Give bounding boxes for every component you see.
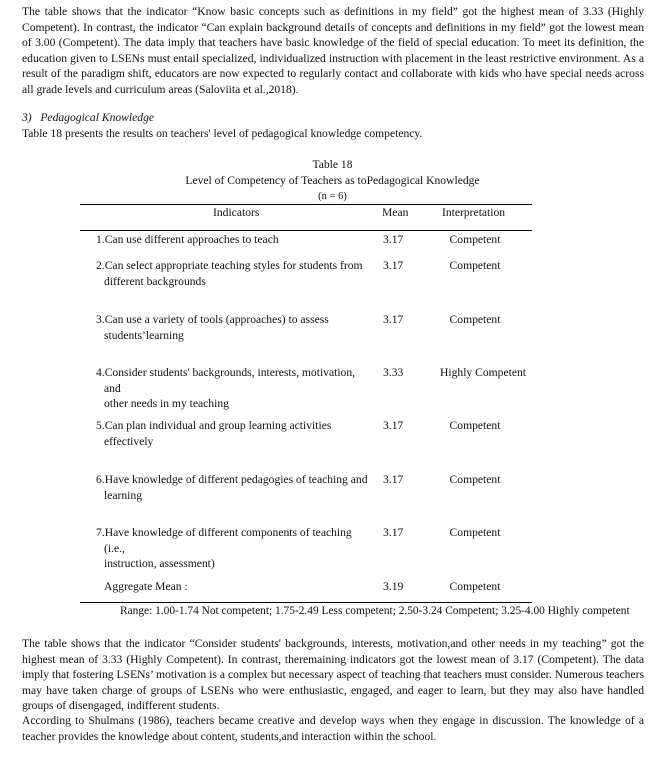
table-top-rule [80,204,532,205]
interpretation-cell: Competent [449,259,501,272]
aggregate-label: Aggregate Mean : [104,580,188,593]
table-intro: Table 18 presents the results on teachers' level of pedagogical knowledge competency. [22,127,423,140]
table-caption: Level of Competency of Teachers as toPedagogical Knowledge [185,174,480,187]
table-number: Table 18 [312,158,353,171]
indicator-cell [96,312,376,343]
indicator-line: other needs in my teaching [104,397,229,410]
interpretation-cell: Competent [449,526,501,539]
paragraph-2: The table shows that the indicator “Consider students' backgrounds, interests, motivation,and other needs in my teaching” got the highest mean of 3.33 (Highly Competent). In contrast, theremaining indicators got the lowest mean of 3.17 (Competent). The data imply that fostering LSENs’ motivation is a complex but necessary aspect of teaching that teachers must consider. Numerous teachers may have taken charge of groups of LSENs who were enthusiastic, engaged, and eager to learn, but they may also have handled groups of disengaged, indifferent students. [22,637,644,712]
interpretation-cell: Competent [449,233,501,246]
mean-cell: 3.17 [383,313,404,326]
indicator-line: 5.Can plan individual and group learning activities [96,419,332,432]
table-sample-size: (n = 6) [318,191,347,202]
indicator-line: and [104,381,121,395]
indicator-cell [96,418,376,449]
table-header-rule [80,230,532,231]
mean-cell: 3.17 [383,526,404,539]
indicator-line: 7.Have knowledge of different components of teaching [96,526,352,539]
indicator-line: effectively [104,434,154,448]
header-interpretation: Interpretation [442,206,506,219]
indicator-line: learning [104,488,142,502]
indicator-line: different backgrounds [104,274,206,288]
indicator-line: instruction, assessment) [104,557,215,570]
interpretation-cell: Highly Competent [440,366,526,379]
indicator-cell [96,258,376,289]
mean-cell: 3.17 [383,233,404,246]
indicator-line: 2.Can select appropriate teaching styles for students from [96,259,363,272]
mean-cell: 3.33 [383,366,404,379]
indicator-line: 1.Can use different approaches to teach [96,233,279,246]
aggregate-interpretation: Competent [449,580,501,593]
indicator-cell [96,472,376,503]
indicator-cell [96,365,376,412]
aggregate-label-cell [96,579,376,595]
indicator-cell [96,525,376,572]
paragraph-1: The table shows that the indicator “Know basic concepts such as definitions in my field” got the highest mean of 3.33 (Highly Competent). In contrast, the indicator “Can explain background details of concepts and definitions in my field” got the lowest mean of 3.00 (Competent). The data imply that teachers have basic knowledge of the field of special education. To meet its definition, the education given to LSENs must entail specialized, individualized instruction with placement in the least restrictive environment. As a result of the paradigm shift, educators are now expected to regularly contact and collaborate with kids who have special needs across all grade levels and curriculum areas (Saloviita et al.,2018). [22,5,644,96]
table-bottom-rule [80,602,532,603]
header-mean: Mean [382,206,409,219]
interpretation-cell: Competent [449,473,501,486]
indicator-line: 6.Have knowledge of different pedagogies of teaching and [96,473,368,486]
indicator-cell [96,232,376,248]
interpretation-cell: Competent [449,419,501,432]
mean-cell: 3.17 [383,419,404,432]
aggregate-mean: 3.19 [383,580,404,593]
section-heading: 3) Pedagogical Knowledge [22,111,155,124]
mean-cell: 3.17 [383,259,404,272]
interpretation-cell: Competent [449,313,501,326]
mean-cell: 3.17 [383,473,404,486]
range-note: Range: 1.00-1.74 Not competent; 1.75-2.49 Less competent; 2.50-3.24 Competent; 3.25-4.00 Highly competent [120,605,630,617]
indicator-line: (i.e., [104,541,125,555]
header-indicators: Indicators [213,206,260,219]
paragraph-3: According to Shulmans (1986), teachers became creative and develop ways when they engage in discussion. The knowledge of a teacher provides the knowledge about content, students,and interaction within the school. [22,714,644,743]
indicator-line: students’learning [104,328,184,342]
indicator-line: 4.Consider students' backgrounds, interests, motivation, [96,366,356,379]
indicator-line: 3.Can use a variety of tools (approaches) to assess [96,313,329,326]
